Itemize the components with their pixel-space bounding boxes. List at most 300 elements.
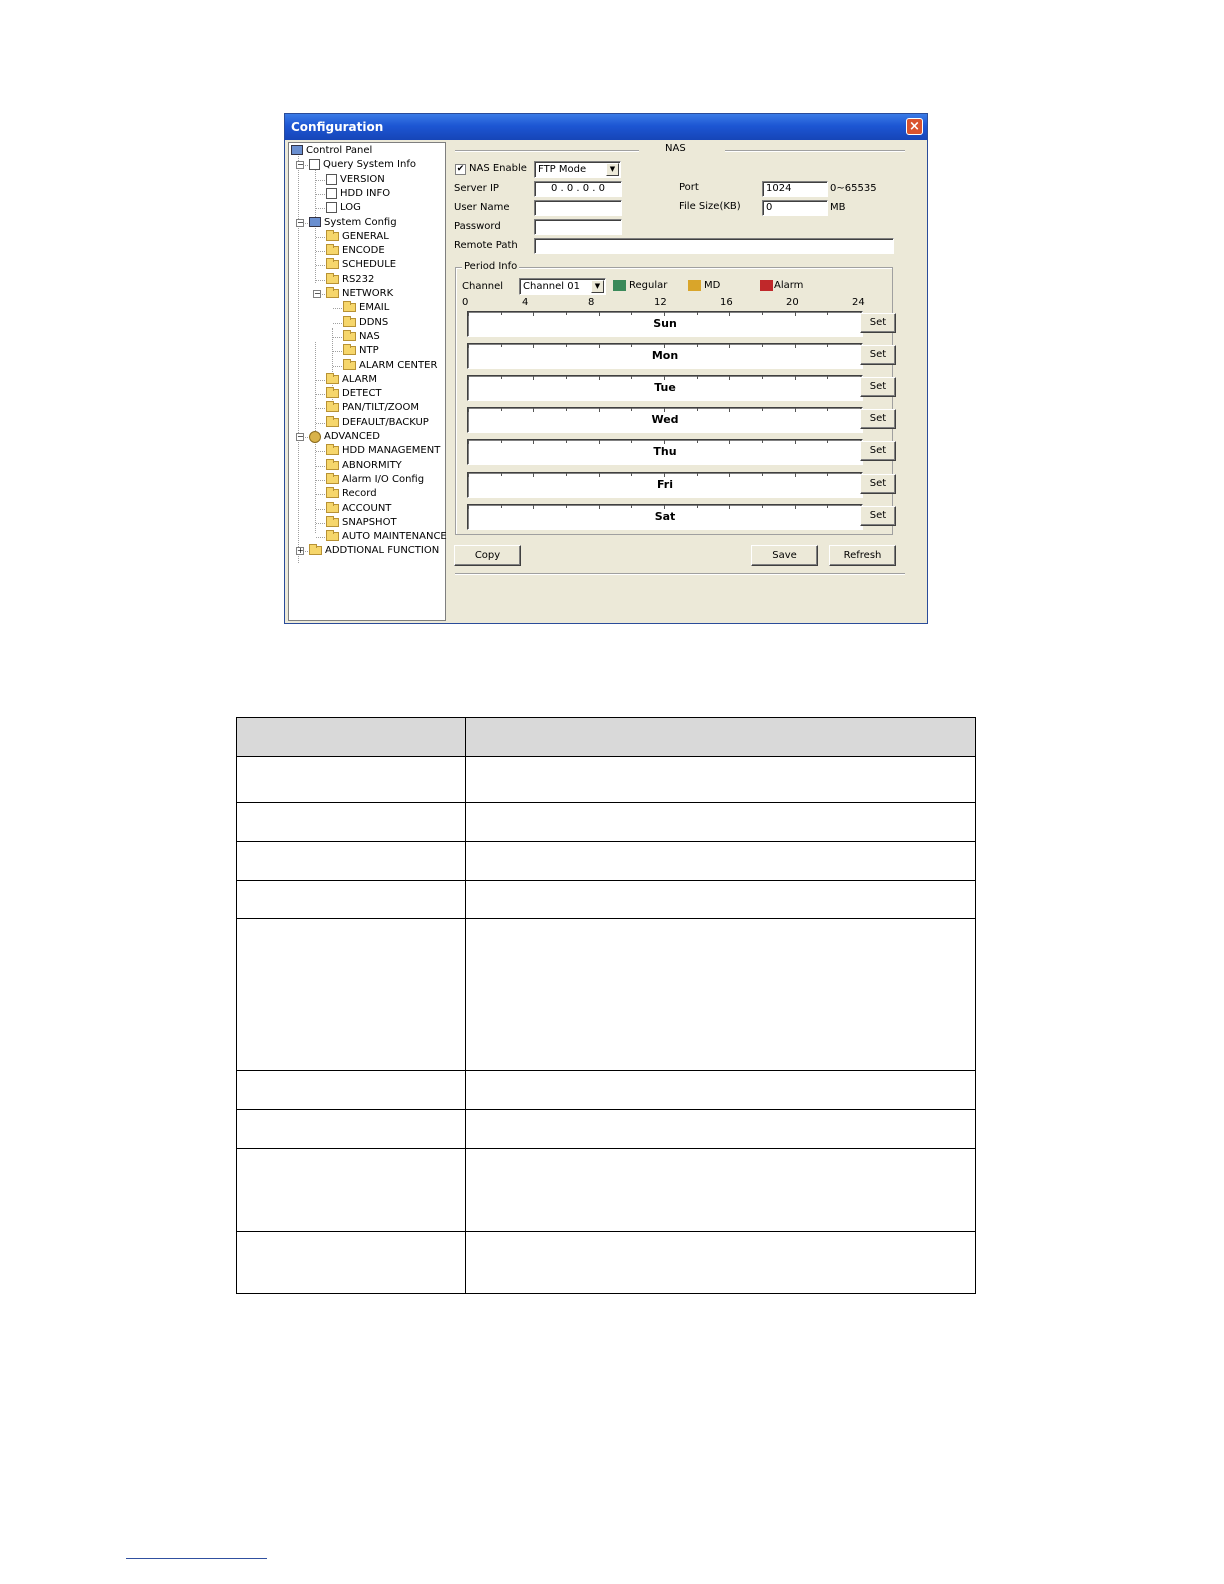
folder-icon [326, 504, 339, 513]
day-label: Mon [651, 349, 679, 363]
hour-tick-mark [599, 344, 600, 348]
set-button[interactable]: Set [860, 506, 896, 526]
table-row [237, 1232, 976, 1294]
table-header-cell [466, 718, 976, 757]
hour-tick-mark [468, 440, 469, 444]
tree-item-label: HDD MANAGEMENT [342, 445, 441, 457]
hour-tick-mark [468, 505, 469, 509]
table-cell [466, 1110, 976, 1149]
hour-tick-mark [533, 473, 534, 477]
refresh-button[interactable]: Refresh [829, 545, 896, 566]
folder-icon [326, 246, 339, 255]
tree-item[interactable] [309, 544, 439, 558]
legend-alarm-swatch [760, 280, 773, 291]
tree-item[interactable] [326, 187, 390, 201]
remote-path-label: Remote Path [454, 240, 518, 251]
bottom-divider [455, 573, 905, 575]
close-icon: × [909, 119, 920, 134]
hour-tick-mark [566, 408, 567, 411]
hour-tick-mark [501, 408, 502, 411]
table-row [237, 919, 976, 1071]
tree-item[interactable] [326, 387, 382, 401]
tree-item-label: SNAPSHOT [342, 516, 397, 528]
hour-tick-mark [762, 473, 763, 476]
folder-icon [309, 546, 322, 555]
hour-tick-mark [501, 505, 502, 508]
divider [725, 150, 905, 152]
hour-tick-mark [697, 473, 698, 476]
table-row [237, 1071, 976, 1110]
table-cell [237, 1149, 466, 1232]
document-icon [309, 159, 320, 170]
tree-item[interactable] [326, 401, 419, 415]
schedule-bar[interactable] [467, 343, 863, 369]
save-button[interactable]: Save [751, 545, 818, 566]
folder-icon [343, 361, 356, 370]
server-ip-label: Server IP [454, 183, 499, 194]
parameter-table [236, 717, 976, 1294]
folder-icon [326, 446, 339, 455]
tree-branch-line [316, 408, 325, 409]
table-header-cell [237, 718, 466, 757]
collapse-icon[interactable]: − [297, 160, 304, 170]
set-button[interactable]: Set [860, 345, 896, 365]
tree-item-label: DETECT [342, 388, 382, 400]
hour-tick-mark [664, 312, 665, 316]
table-cell [237, 919, 466, 1071]
hour-tick-mark [468, 312, 469, 316]
hour-tick-mark [599, 376, 600, 380]
file-size-label: File Size(KB) [679, 201, 741, 212]
tree-branch-line [316, 537, 325, 538]
hour-tick-mark [533, 344, 534, 348]
folder-icon [326, 375, 339, 384]
hour-tick-mark [827, 408, 828, 411]
hour-tick-mark [664, 376, 665, 380]
hour-tick-mark [664, 440, 665, 444]
tree-item-label: ALARM CENTER [359, 359, 438, 371]
hour-tick-mark [631, 505, 632, 508]
folder-icon [326, 489, 339, 498]
tree-branch-line [316, 394, 325, 395]
hour-tick-mark [729, 344, 730, 348]
tree-item-label: NETWORK [342, 288, 394, 299]
hour-tick-mark [827, 505, 828, 508]
table-cell [466, 1071, 976, 1110]
tree-item-label: DDNS [359, 316, 389, 328]
server-ip-field[interactable]: 0 . 0 . 0 . 0 [534, 181, 622, 197]
set-button[interactable]: Set [860, 377, 896, 397]
hour-tick-mark [501, 473, 502, 476]
tree-branch-line [333, 351, 342, 352]
folder-icon [343, 318, 356, 327]
set-button[interactable]: Set [860, 313, 896, 333]
hour-tick-mark [697, 344, 698, 347]
hour-tick-mark [762, 312, 763, 315]
hour-tick-mark [566, 505, 567, 508]
hour-tick-label: 8 [588, 297, 595, 308]
folder-icon [326, 518, 339, 527]
file-size-unit: MB [830, 202, 846, 213]
folder-icon [326, 275, 339, 284]
hour-tick-mark [697, 440, 698, 443]
hour-tick-mark [729, 408, 730, 412]
tree-item-label: ACCOUNT [342, 502, 392, 514]
hour-tick-mark [468, 376, 469, 380]
hour-tick-mark [599, 408, 600, 412]
tree-item-label: EMAIL [359, 302, 390, 314]
channel-value: Channel 01 [523, 281, 580, 292]
tree-item[interactable] [326, 173, 385, 187]
hour-tick-mark [729, 473, 730, 477]
tree-branch-line [316, 194, 325, 195]
tree-branch-line [333, 337, 342, 338]
tree-branch-line [316, 237, 325, 238]
day-label: Thu [653, 445, 677, 459]
legend-md-label: MD [704, 280, 721, 291]
tree-item-label: Control Panel [306, 145, 373, 156]
hour-tick-mark [795, 505, 796, 509]
tree-item[interactable] [343, 359, 437, 373]
tree-guide-line [298, 149, 299, 563]
table-cell [466, 919, 976, 1071]
tree-item[interactable] [326, 373, 377, 387]
hour-tick-mark [631, 473, 632, 476]
day-label: Wed [651, 413, 679, 427]
tree-item-label: Query System Info [323, 159, 416, 171]
hour-tick-mark [468, 344, 469, 348]
tree-branch-line [316, 251, 325, 252]
section-title: NAS [665, 143, 686, 154]
hour-tick-mark [697, 505, 698, 508]
tree-item[interactable] [326, 487, 377, 501]
hour-tick-mark [468, 408, 469, 412]
folder-icon [326, 461, 339, 470]
tree-branch-line [333, 366, 342, 367]
check-icon: ✔ [456, 164, 465, 174]
tree-item[interactable] [326, 201, 361, 215]
hour-tick-mark [795, 408, 796, 412]
hour-tick-mark [827, 312, 828, 315]
tree-item-label: ADVANCED [324, 431, 380, 442]
title-bar[interactable] [285, 114, 927, 140]
set-button[interactable]: Set [860, 409, 896, 429]
folder-icon [343, 303, 356, 312]
tree-branch-line [316, 523, 325, 524]
hour-tick-mark [697, 376, 698, 379]
tree-item[interactable] [309, 158, 416, 172]
hour-tick-mark [533, 408, 534, 412]
port-field[interactable]: 1024 [762, 181, 828, 197]
table-cell [237, 881, 466, 919]
legend-alarm-label: Alarm [774, 280, 804, 291]
gear-icon [309, 431, 321, 443]
configuration-window [284, 113, 928, 624]
table-row [237, 881, 976, 919]
hour-tick-mark [631, 376, 632, 379]
tree-item[interactable] [326, 258, 396, 272]
tree-branch-line [316, 466, 325, 467]
expand-icon[interactable]: + [297, 546, 304, 556]
tree-item[interactable] [326, 273, 374, 287]
channel-select[interactable] [519, 278, 606, 295]
hour-tick-mark [795, 376, 796, 380]
hour-tick-mark [827, 473, 828, 476]
tree-item[interactable] [309, 216, 397, 230]
folder-icon [326, 232, 339, 241]
tree-branch-line [333, 308, 342, 309]
hour-tick-mark [664, 505, 665, 509]
tree-branch-line [316, 423, 325, 424]
tree-item-label: NAS [359, 330, 380, 342]
hour-tick-label: 20 [786, 297, 799, 308]
hour-tick-mark [664, 344, 665, 348]
tree-item[interactable] [343, 344, 379, 358]
hour-tick-mark [501, 344, 502, 347]
tree-item-label: DEFAULT/BACKUP [342, 416, 429, 428]
hour-tick-label: 16 [720, 297, 733, 308]
legend-regular-swatch [613, 280, 626, 291]
copy-button[interactable]: Copy [454, 545, 521, 566]
tree-item[interactable] [326, 516, 397, 530]
tree-item-label: LOG [340, 202, 361, 214]
legend-md-swatch [688, 280, 701, 291]
period-info-group [455, 261, 893, 535]
password-label: Password [454, 221, 501, 232]
schedule-bar[interactable] [467, 472, 863, 498]
window-title: Configuration [291, 120, 384, 134]
nas-enable-label: NAS Enable [469, 163, 527, 174]
schedule-bar[interactable] [467, 311, 863, 337]
hour-tick-label: 24 [852, 297, 865, 308]
tree-item[interactable] [326, 530, 447, 544]
hour-tick-mark [533, 312, 534, 316]
table-cell [466, 881, 976, 919]
hour-tick-mark [795, 440, 796, 444]
tree-item-label: ALARM [342, 373, 378, 385]
dropdown-arrow-icon: ▼ [606, 163, 619, 176]
tree-item-label: HDD INFO [340, 187, 391, 199]
hour-tick-label: 12 [654, 297, 667, 308]
nas-panel [449, 142, 925, 621]
port-range: 0~65535 [830, 183, 877, 194]
tree-item-label: Record [342, 488, 377, 500]
tree-item-label: AUTO MAINTENANCE [342, 531, 447, 543]
collapse-icon[interactable]: − [297, 217, 304, 227]
hour-tick-mark [566, 312, 567, 315]
hour-tick-mark [631, 312, 632, 315]
hour-tick-mark [762, 376, 763, 379]
hour-tick-mark [664, 473, 665, 477]
hour-tick-mark [533, 376, 534, 380]
close-button[interactable] [906, 118, 923, 135]
hour-tick-mark [501, 376, 502, 379]
collapse-icon[interactable]: − [297, 432, 304, 441]
hour-tick-label: 0 [462, 297, 469, 308]
table-cell [466, 757, 976, 803]
tree-item[interactable] [326, 473, 424, 487]
hour-tick-mark [631, 408, 632, 411]
tree-item-label: ADDTIONAL FUNCTION [325, 545, 440, 557]
tree-item-label: GENERAL [342, 230, 389, 242]
folder-icon [326, 475, 339, 484]
table-cell [237, 842, 466, 881]
table-row [237, 842, 976, 881]
tree-item[interactable] [343, 330, 380, 344]
hour-tick-mark [566, 376, 567, 379]
hour-tick-mark [827, 376, 828, 379]
hour-tick-mark [697, 408, 698, 411]
table-cell [466, 1149, 976, 1232]
folder-icon [326, 289, 339, 298]
tree-branch-line [316, 180, 325, 181]
hour-tick-mark [795, 473, 796, 477]
hour-tick-mark [631, 344, 632, 347]
dropdown-arrow-icon: ▼ [591, 280, 604, 293]
hour-tick-mark [795, 312, 796, 316]
schedule-bar[interactable] [467, 504, 863, 530]
hour-tick-mark [631, 440, 632, 443]
tree-branch-line [316, 265, 325, 266]
hour-tick-mark [599, 473, 600, 477]
table-row [237, 1149, 976, 1232]
period-info-title: Period Info [464, 261, 518, 272]
divider [455, 150, 639, 152]
mode-value: FTP Mode [538, 164, 587, 175]
tree-branch-line [333, 323, 342, 324]
tree-item[interactable] [326, 244, 385, 258]
hour-tick-label: 4 [522, 297, 529, 308]
hour-tick-mark [729, 505, 730, 509]
hour-tick-mark [729, 376, 730, 380]
tree-branch-line [316, 280, 325, 281]
hour-tick-mark [762, 440, 763, 443]
tree-branch-line [316, 380, 325, 381]
tree-item[interactable] [326, 502, 391, 516]
document-icon [326, 188, 337, 199]
tree-branch-line [316, 480, 325, 481]
tree-item-label: System Config [324, 216, 397, 228]
table-cell [466, 1232, 976, 1294]
hour-tick-mark [533, 505, 534, 509]
hour-tick-mark [566, 440, 567, 443]
legend-regular-label: Regular [629, 280, 668, 291]
hour-tick-mark [762, 505, 763, 508]
hour-tick-mark [729, 440, 730, 444]
tree-item[interactable] [326, 444, 440, 458]
tree-item[interactable] [291, 144, 372, 158]
table-header-row [237, 718, 976, 757]
hour-tick-mark [599, 440, 600, 444]
footnote-rule [126, 1558, 267, 1559]
set-button[interactable]: Set [860, 441, 896, 461]
document-icon [326, 202, 337, 213]
folder-icon [326, 260, 339, 269]
tree-item-label: SCHEDULE [342, 259, 397, 271]
tree-item[interactable] [326, 287, 393, 301]
folder-open-icon [343, 332, 356, 341]
schedule-bar[interactable] [467, 407, 863, 433]
table-cell [237, 757, 466, 803]
settings-icon [309, 217, 321, 227]
config-tree [288, 142, 446, 621]
table-cell [237, 803, 466, 842]
user-name-label: User Name [454, 202, 510, 213]
tree-item-label: RS232 [342, 273, 375, 285]
hour-tick-mark [827, 440, 828, 443]
day-label: Sun [653, 317, 677, 330]
tree-item[interactable] [326, 416, 429, 430]
hour-tick-mark [762, 344, 763, 347]
tree-branch-line [316, 208, 325, 209]
hour-tick-mark [501, 312, 502, 315]
table-cell [237, 1110, 466, 1149]
table-cell [237, 1071, 466, 1110]
hour-tick-mark [827, 344, 828, 347]
tree-item-label: ENCODE [342, 245, 385, 257]
tree-branch-line [316, 494, 325, 495]
tree-item[interactable] [326, 230, 389, 244]
day-label: Fri [656, 477, 673, 491]
folder-icon [326, 389, 339, 398]
hour-tick-mark [501, 440, 502, 443]
table-cell [466, 842, 976, 881]
tree-item-label: Alarm I/O Config [342, 473, 425, 485]
folder-icon [326, 403, 339, 412]
hour-tick-mark [795, 344, 796, 348]
hour-tick-mark [468, 473, 469, 477]
hour-tick-mark [566, 473, 567, 476]
table-row [237, 1110, 976, 1149]
collapse-icon[interactable]: − [314, 289, 321, 298]
folder-icon [326, 418, 339, 427]
schedule-bar[interactable] [467, 375, 863, 401]
tree-item[interactable] [343, 301, 389, 315]
tree-item-label: NTP [359, 345, 379, 357]
tree-item-label: VERSION [340, 173, 385, 185]
folder-icon [343, 346, 356, 355]
hour-tick-mark [599, 505, 600, 509]
user-name-field[interactable] [534, 200, 622, 216]
mode-select[interactable] [534, 161, 621, 178]
nas-enable-checkbox[interactable] [455, 164, 466, 175]
file-size-field[interactable]: 0 [762, 200, 828, 216]
remote-path-field[interactable] [534, 238, 894, 254]
port-label: Port [679, 182, 699, 193]
tree-item-label: ABNORMITY [342, 459, 402, 471]
document-icon [326, 174, 337, 185]
hour-tick-mark [762, 408, 763, 411]
tree-item[interactable] [343, 316, 388, 330]
tree-item-label: PAN/TILT/ZOOM [342, 402, 420, 414]
table-cell [466, 803, 976, 842]
tree-item[interactable] [309, 430, 380, 444]
table-cell [237, 1232, 466, 1294]
hour-tick-mark [729, 312, 730, 316]
set-button[interactable]: Set [860, 474, 896, 494]
tree-branch-line [316, 509, 325, 510]
schedule-bar[interactable] [467, 439, 863, 465]
channel-label: Channel [462, 281, 504, 292]
table-row [237, 757, 976, 803]
password-field[interactable] [534, 219, 622, 235]
folder-icon [326, 532, 339, 541]
hour-tick-mark [566, 344, 567, 347]
day-label: Tue [654, 381, 676, 395]
hour-tick-mark [599, 312, 600, 316]
table-row [237, 803, 976, 842]
tree-item[interactable] [326, 459, 402, 473]
